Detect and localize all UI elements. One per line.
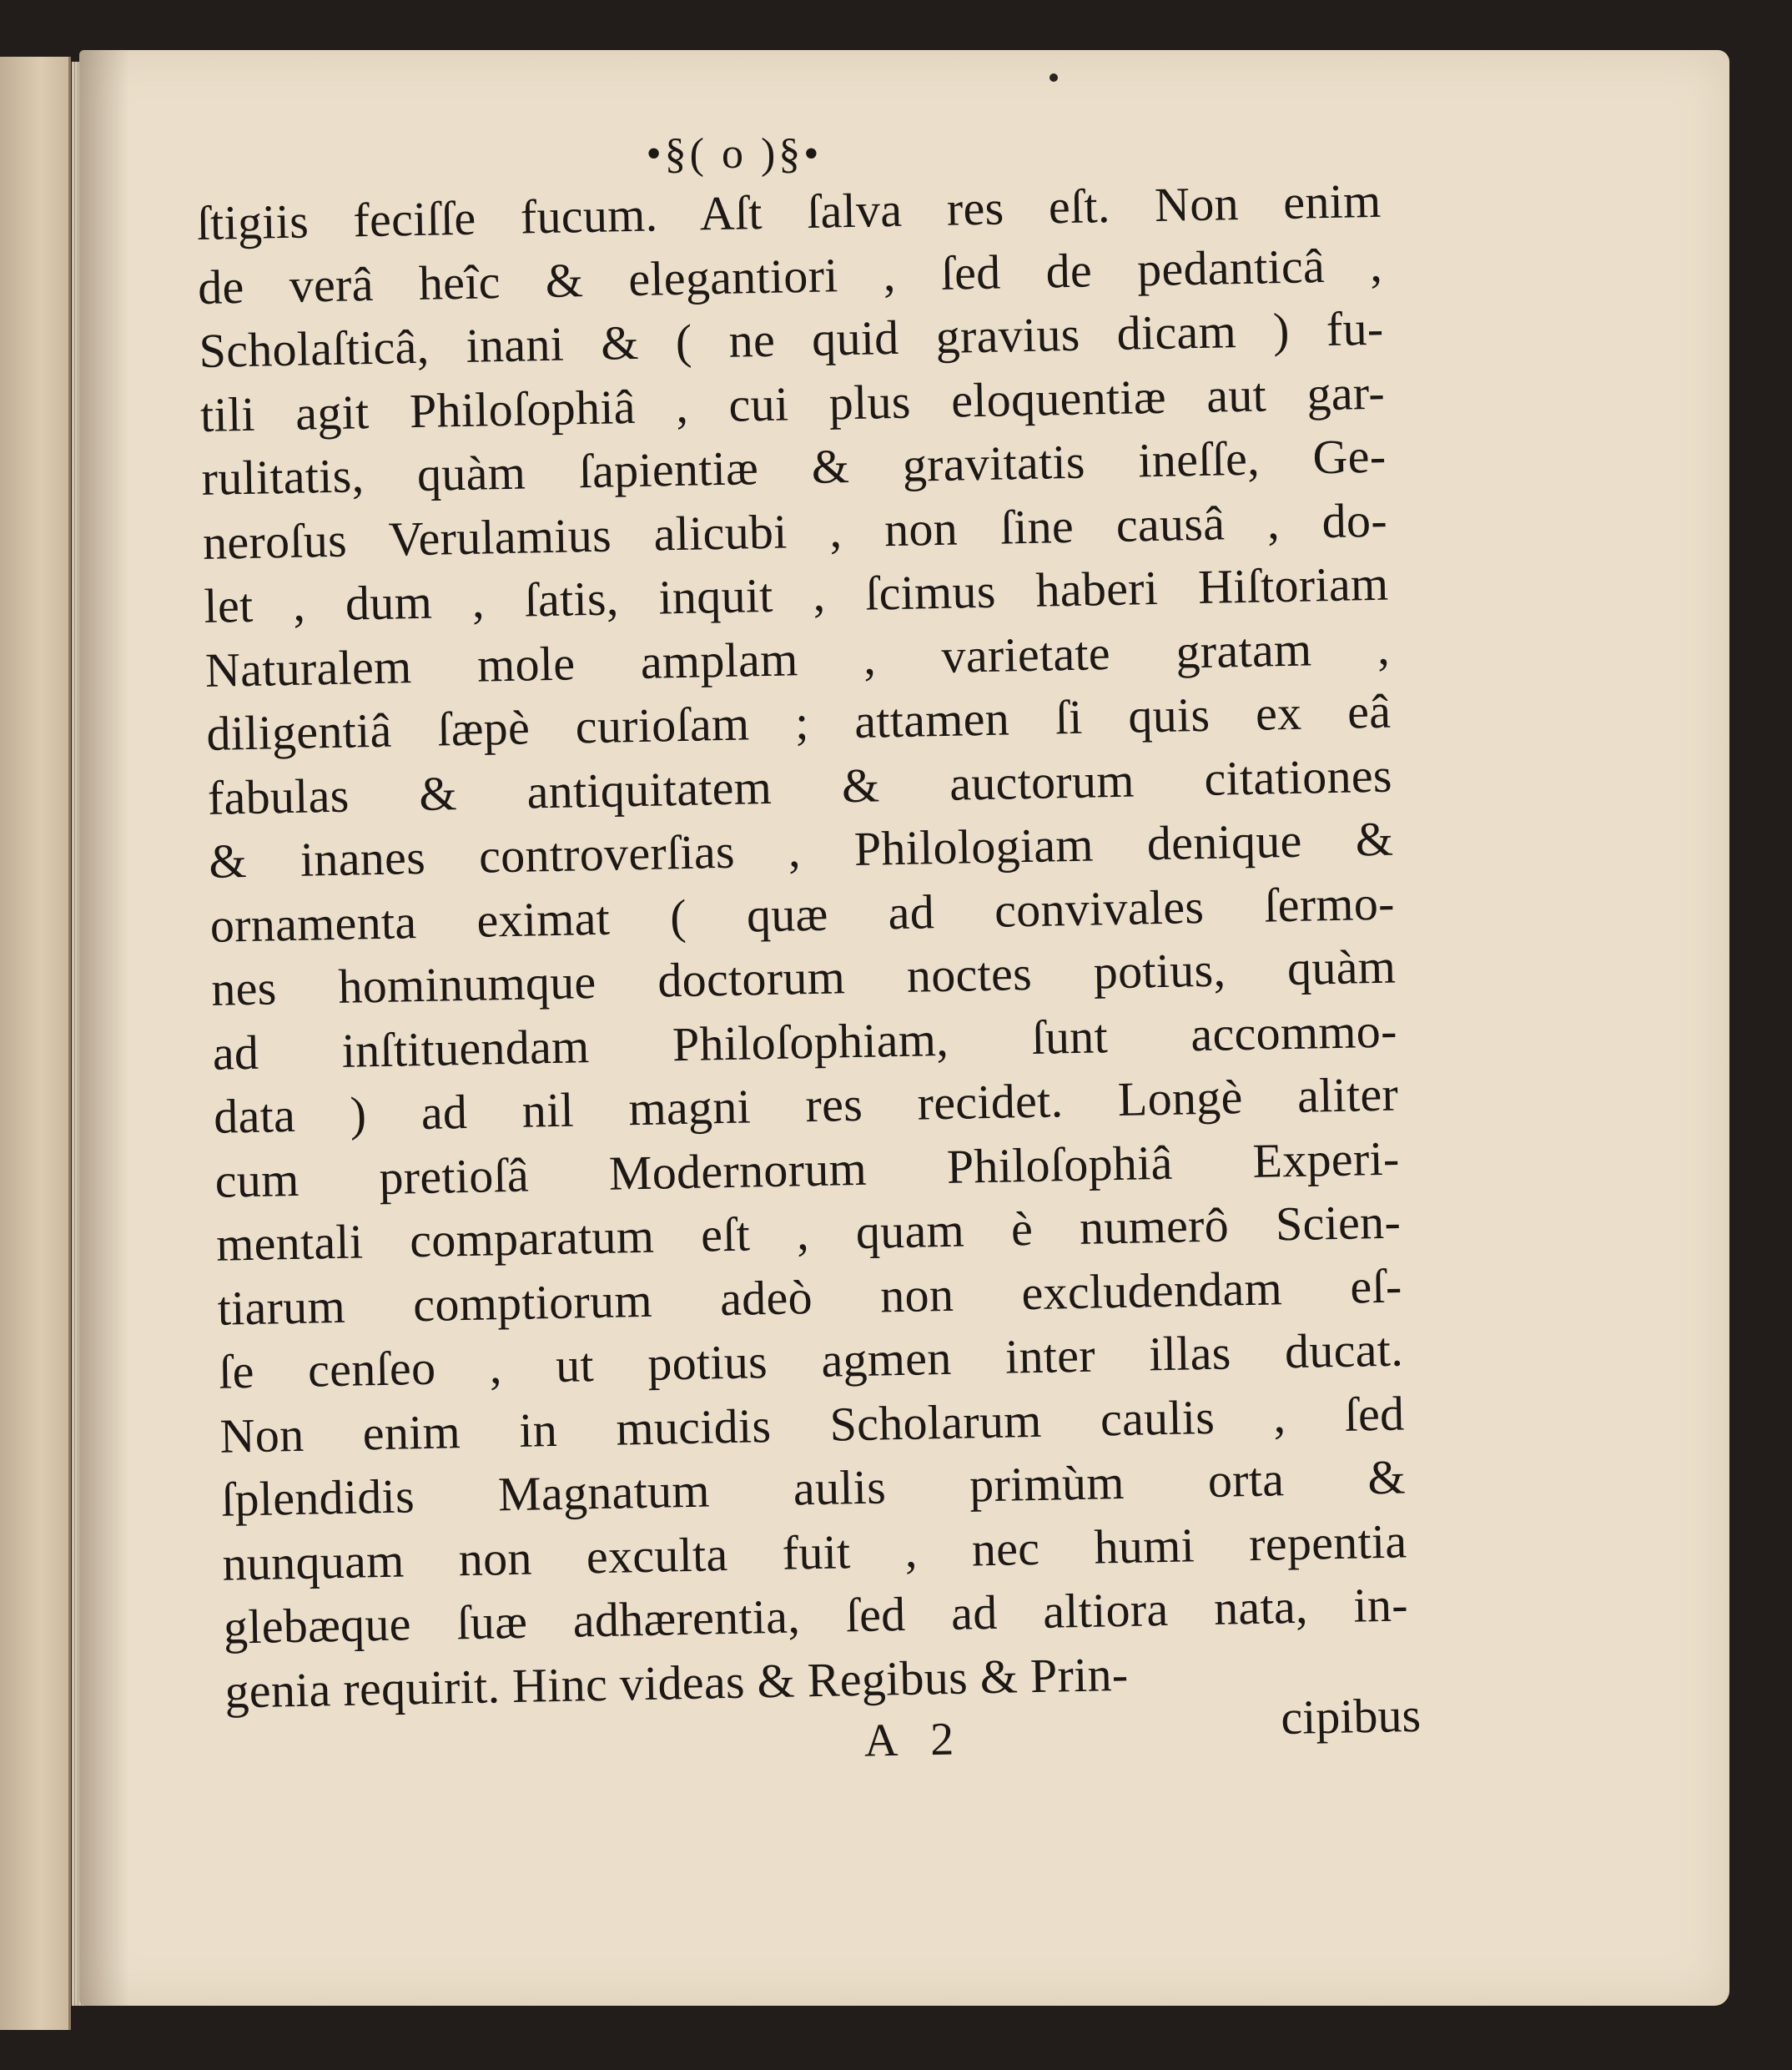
text-line: tiarum comptiorum adeò non excludendam eſ- xyxy=(217,1257,1403,1336)
ink-speck xyxy=(1050,73,1058,82)
text-line: data ) ad nil magni res recidet. Longè aliter xyxy=(213,1066,1399,1144)
text-line: cum pretioſâ Modernorum Philoſophiâ Experi- xyxy=(214,1131,1401,1208)
book-page xyxy=(79,50,1729,2006)
text-line: ſplendidis Magnatum aulis primùm orta & xyxy=(220,1449,1407,1527)
text-line: de verâ heîc & elegantiori , ſed de pedanticâ , xyxy=(197,237,1383,315)
text-line: Naturalem mole amplam , varietate gratam , xyxy=(204,620,1391,698)
page-header-ornament: •§( o )§• xyxy=(646,130,823,178)
left-page-edge xyxy=(0,57,71,2030)
text-line: glebæque ſuæ adhærentia, ſed ad altiora nata, in- xyxy=(223,1577,1409,1654)
text-line: nes hominumque doctorum noctes potius, quàm xyxy=(210,939,1397,1016)
text-line: diligentiâ ſæpè curioſam ; attamen ſi quis ex eâ xyxy=(205,683,1392,761)
text-line: ſe cenſeo , ut potius agmen inter illas ducat. xyxy=(218,1322,1404,1399)
text-line: let , dum , ſatis, inquit , ſcimus haberi Hiſtoriam xyxy=(203,556,1389,633)
text-line: genia requirit. Hinc videas & Regibus & Prin- xyxy=(224,1646,1130,1719)
text-line: ſtigiis feciſſe fucum. Aſt ſalva res eſt. Non enim xyxy=(196,173,1382,250)
text-line: fabulas & antiquitatem & auctorum citationes xyxy=(207,748,1393,825)
text-line: ornamenta eximat ( quæ ad convivales ſermo- xyxy=(209,875,1396,953)
text-line: ad inſtituendam Philoſophiam, ſunt accommo- xyxy=(212,1003,1398,1080)
signature-mark: A 2 xyxy=(863,1713,966,1767)
text-line: rulitatis, quàm ſapientiæ & gravitatis ineſſe, Ge- xyxy=(200,428,1387,506)
catchword: cipibus xyxy=(1280,1687,1422,1745)
text-line: nunquam non exculta fuit , nec humi repentia xyxy=(221,1513,1407,1591)
text-line: Non enim in mucidis Scholarum caulis , ſed xyxy=(219,1385,1405,1463)
gutter-shadow xyxy=(79,50,129,2006)
body-text xyxy=(196,169,1410,1724)
text-line: neroſus Verulamius alicubi , non ſine causâ , do- xyxy=(202,492,1388,570)
text-line: tili agit Philoſophiâ , cui plus eloquentiæ aut gar- xyxy=(199,365,1386,442)
text-line: Scholaſticâ, inani & ( ne quid gravius dicam ) fu- xyxy=(199,300,1385,378)
text-line: & inanes controverſias , Philologiam denique & xyxy=(208,811,1394,889)
text-line: mentali comparatum eſt , quam è numerô Scien- xyxy=(215,1194,1402,1272)
